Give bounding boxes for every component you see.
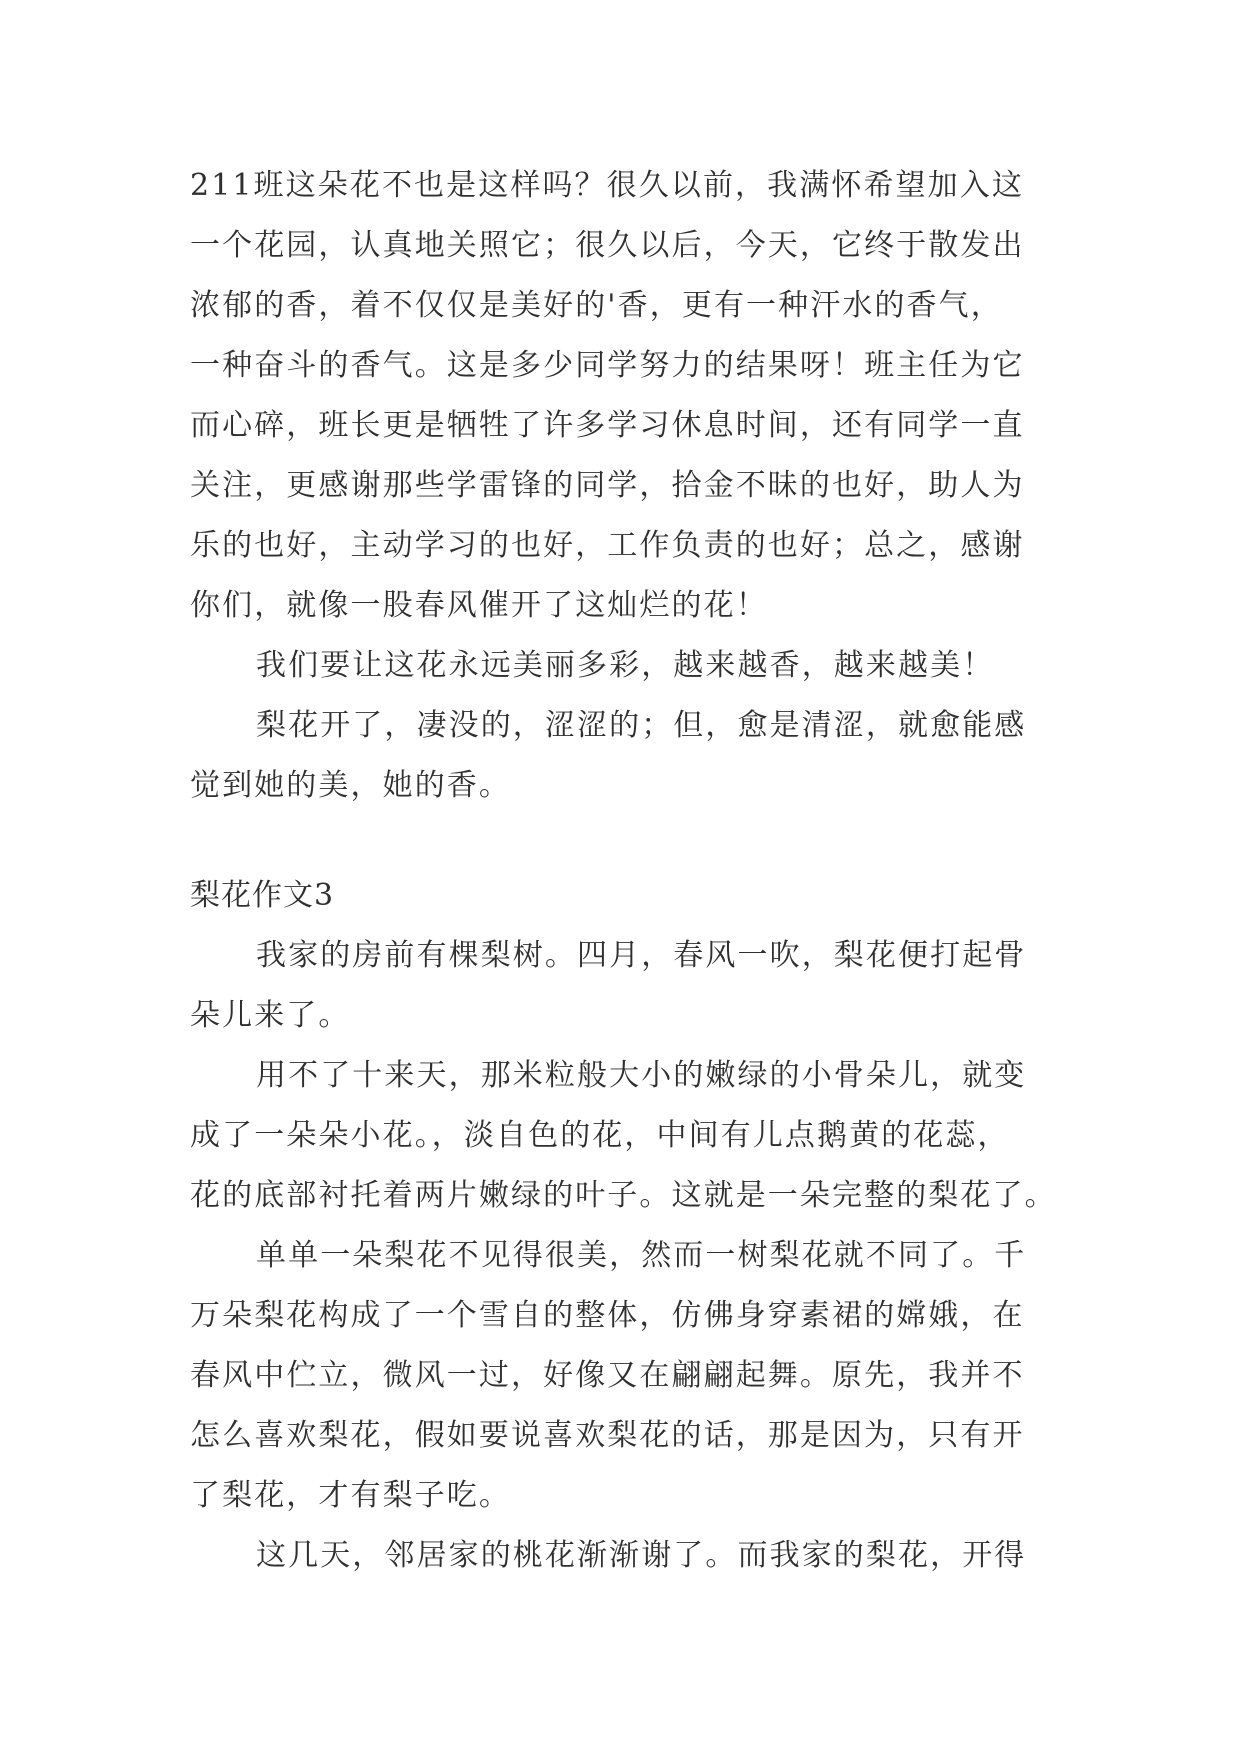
text-line: 而心碎，班长更是牺牲了许多学习休息时间，还有同学一直 — [190, 408, 1025, 443]
text-line: 我家的房前有棵梨树。四月，春风一吹，梨花便打起骨 — [256, 938, 1027, 973]
text-line: 我们要让这花永远美丽多彩，越来越香，越来越美！ — [256, 648, 995, 683]
text-line: 你们，就像一股春风催开了这灿烂的花！ — [190, 588, 768, 623]
text-line: 春风中伫立，微风一过，好像又在翩翩起舞。原先，我并不 — [190, 1358, 1025, 1393]
text-line: 关注，更感谢那些学雷锋的同学，拾金不昧的也好，助人为 — [190, 468, 1025, 503]
text-line: 211班这朵花不也是这样吗？很久以前，我满怀希望加入这 — [190, 168, 1024, 203]
section-heading: 梨花作文3 — [190, 878, 335, 913]
text-line: 单单一朵梨花不见得很美，然而一树梨花就不同了。千 — [256, 1238, 1027, 1273]
text-line: 万朵梨花构成了一个雪自的整体，仿佛身穿素裙的嫦娥，在 — [190, 1298, 1025, 1333]
text-line: 浓郁的香，着不仅仅是美好的'香，更有一种汗水的香气， — [190, 288, 1003, 323]
text-line: 这几天，邻居家的桃花渐渐谢了。而我家的梨花，开得 — [256, 1538, 1027, 1573]
text-line: 花的底部衬托着两片嫩绿的叶子。这就是一朵完整的梨花了。 — [190, 1178, 1057, 1213]
text-line: 觉到她的美，她的香。 — [190, 768, 511, 803]
text-line: 成了一朵朵小花。，淡自色的花，中间有儿点鹅黄的花蕊， — [190, 1118, 1010, 1153]
text-line: 一个花园，认真地关照它；很久以后，今天，它终于散发出 — [190, 228, 1025, 263]
text-line: 用不了十来天，那米粒般大小的嫩绿的小骨朵儿，就变 — [256, 1058, 1027, 1093]
text-line: 朵儿来了。 — [190, 998, 351, 1033]
text-line: 怎么喜欢梨花，假如要说喜欢梨花的话，那是因为，只有开 — [190, 1418, 1025, 1453]
text-line: 一种奋斗的香气。这是多少同学努力的结果呀！班主任为它 — [190, 348, 1025, 383]
text-line: 梨花开了，凄没的，涩涩的；但，愈是清涩，就愈能感 — [256, 708, 1027, 743]
text-line: 了梨花，才有梨子吃。 — [190, 1478, 511, 1513]
text-line: 乐的也好，主动学习的也好，工作负责的也好；总之，感谢 — [190, 528, 1025, 563]
